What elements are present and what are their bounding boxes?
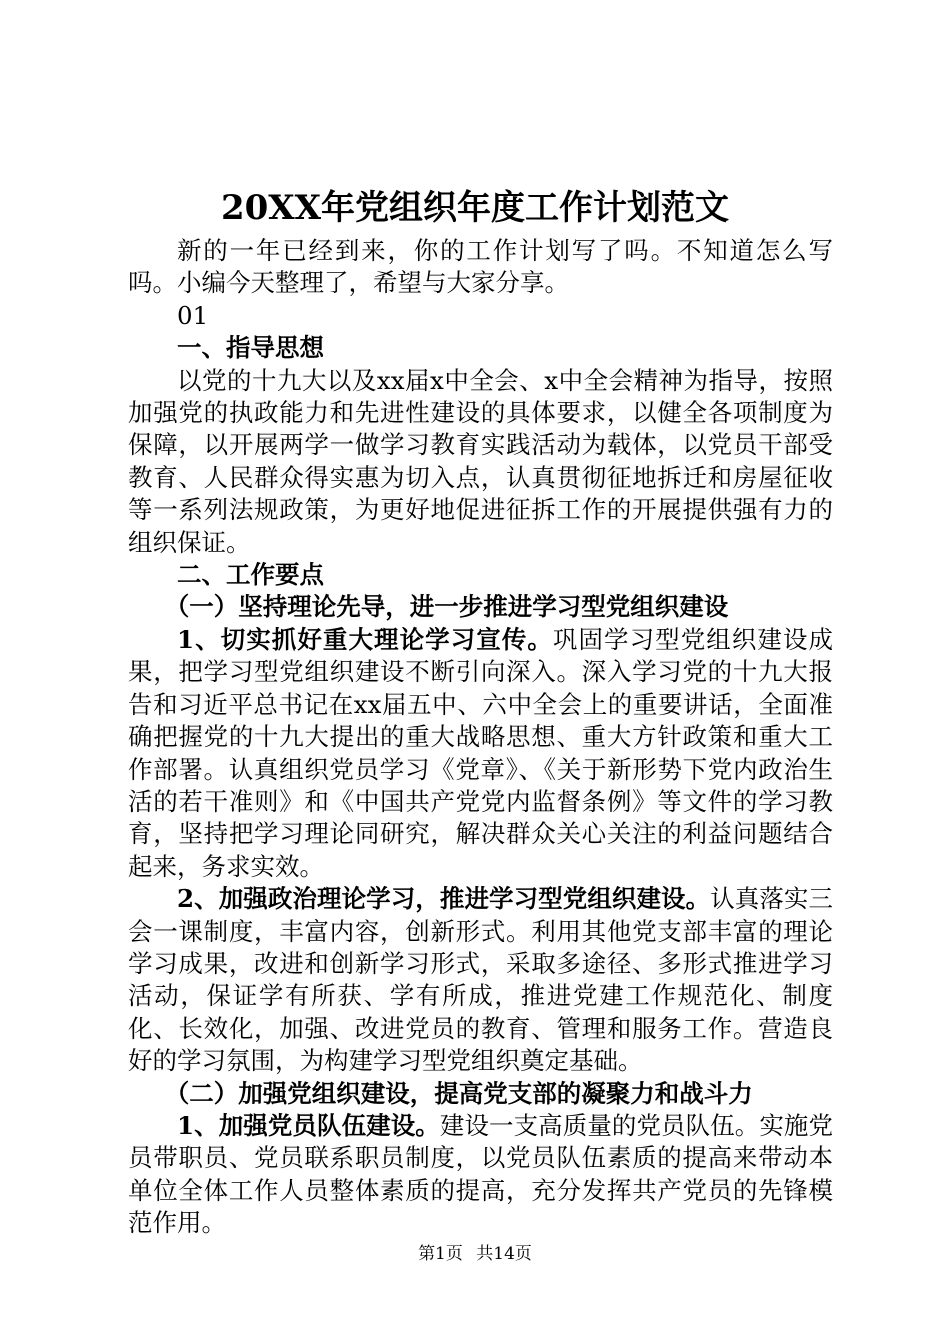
subsection1-heading: （一）坚持理论先导，进一步推进学习型党组织建设 <box>164 592 729 622</box>
subsection1-item1 <box>128 624 833 883</box>
subsection1-item2 <box>128 883 833 1077</box>
page-footer <box>0 1242 950 1266</box>
page-total: 共14页 <box>476 1244 532 1264</box>
subsection1-item1-lead: 1、切实抓好重大理论学习宣传。 <box>177 624 553 654</box>
subsection2-item1-lead: 1、加强党员队伍建设。 <box>177 1110 440 1140</box>
document-title: 20XX年党组织年度工作计划范文 <box>220 188 730 228</box>
section-number: 01 <box>177 300 209 330</box>
subsection1-item1-text: 巩固学习型党组织建设成果，把学习型党组织建设不断引向深入。深入学习党的十九大报告和习近平总书记在xx届五中、六中全会上的重要讲话，全面准确把握党的十九大提出的重大战略思想、重大方针政策和重大工作部署。认真组织党员学习《党章》、《关于新形势下党内政治生活的若干准则》和《中国共产党党内监督条例》等文件的学习教育，坚持把学习理论同研究，解决群众关心关注的利益问题结合起来，务求实效。 <box>128 624 834 881</box>
intro-paragraph: 新的一年已经到来，你的工作计划写了吗。不知道怎么写吗。小编今天整理了，希望与大家分享。 <box>128 236 833 298</box>
subsection2-item1 <box>128 1110 833 1240</box>
section2-heading: 二、工作要点 <box>177 560 324 590</box>
subsection1-item2-lead: 2、加强政治理论学习，推进学习型党组织建设。 <box>177 884 711 914</box>
subsection1-item2-text: 认真落实三会一课制度，丰富内容，创新形式。利用其他党支部丰富的理论学习成果，改进和创新学习形式，采取多途径、多形式推进学习活动，保证学有所获、学有所成，推进党建工作规范化、制度化、长效化，加强、改进党员的教育、管理和服务工作。营造良好的学习氛围，为构建学习型党组织奠定基础。 <box>128 884 834 1076</box>
subsection2-item1-text: 建设一支高质量的党员队伍。实施党员带职员、党员联系职员制度，以党员队伍素质的提高来带动本单位全体工作人员整体素质的提高，充分发挥共产党员的先锋模范作用。 <box>128 1110 834 1238</box>
section1-heading: 一、指导思想 <box>177 333 324 363</box>
subsection2-heading: （二）加强党组织建设，提高党支部的凝聚力和战斗力 <box>164 1078 753 1108</box>
section1-paragraph: 以党的十九大以及xx届x中全会、x中全会精神为指导，按照加强党的执政能力和先进性建设的具体要求，以健全各项制度为保障，以开展两学一做学习教育实践活动为载体，以党员干部受教育、人民群众得实惠为切入点，认真贯彻征地拆迁和房屋征收等一系列法规政策，为更好地促进征拆工作的开展提供强有力的组织保证。 <box>128 365 833 557</box>
page-number: 第1页 <box>418 1244 463 1264</box>
document-body <box>128 235 833 1240</box>
